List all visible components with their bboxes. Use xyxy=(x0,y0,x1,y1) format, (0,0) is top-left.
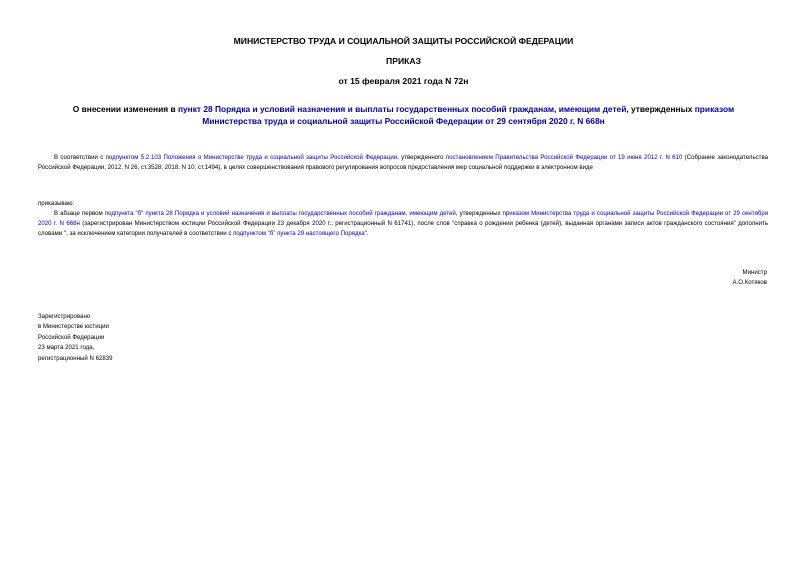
registration-block xyxy=(38,312,113,364)
order-text: (зарегистрирован Министерством юстиции Российской Федерации 23 декабря 2020 г., регистрационный N 61741), после слов "справка о рождении ребенка (детей), выданная органами записи актов гражданского состояния" дополнить словами ", за исключением категории получателей в соответствии с xyxy=(38,220,768,238)
order-text: В абзаце первом xyxy=(54,210,105,217)
title-link-order-668n[interactable]: приказом Министерства труда и социальной защиты Российской Федерации от 29 сентября 2020 г. N 668н xyxy=(202,104,735,126)
link-government-resolution[interactable]: постановлением Правительства Российской Федерации от 19 июня 2012 г. N 610 xyxy=(445,154,683,161)
preamble-text: , утвержденного xyxy=(397,154,446,161)
registration-line: в Министерстве юстиции xyxy=(38,323,109,331)
preamble-text: В соответствии с xyxy=(54,154,106,161)
document-type: ПРИКАЗ xyxy=(386,56,421,66)
document-title xyxy=(48,104,759,127)
title-link-paragraph-28[interactable]: пункт 28 Порядка и условий назначения и выплаты государственных пособий гражданам, имеющим детей xyxy=(177,104,627,114)
signatory-name: А.О.Котяков xyxy=(732,279,767,287)
order-text: , утвержденных xyxy=(455,210,503,217)
registration-line: Зарегистрировано xyxy=(38,313,91,320)
order-paragraph xyxy=(38,209,768,240)
order-word: приказываю: xyxy=(38,200,75,207)
preamble-text: (Собрание законодательства Российской Федерации, 2012, N 26, ст.3528; 2018, N 10, ст.1494), в целях совершенствования правового регулирования вопросов предоставления мер социальной поддержки в электронном виде xyxy=(38,154,769,172)
signature-block xyxy=(733,268,767,289)
link-subparagraph-b-paragraph-28[interactable]: подпункта "б" пункта 28 Порядка и условий назначения и выплаты государственных пособий гражданам, имеющим детей xyxy=(104,210,456,217)
title-text: , утвержденных xyxy=(626,104,695,114)
link-order-668n[interactable]: приказом Министерства труда и социальной защиты Российской Федерации от 29 сентября 2020 г. N 668н xyxy=(38,210,768,228)
registration-number: регистрационный N 62839 xyxy=(38,354,113,362)
link-subparagraph-5-2-103[interactable]: подпунктом 5.2.103 Положения о Министерстве труда и социальной защиты Российской Федерации xyxy=(105,154,398,161)
registration-date: 23 марта 2021 года, xyxy=(38,344,95,352)
signatory-position: Министр xyxy=(742,269,767,276)
title-text: О внесении изменения в xyxy=(72,104,178,114)
document-date-number: от 15 февраля 2021 года N 72н xyxy=(338,76,469,86)
order-text: ". xyxy=(364,230,369,238)
preamble-paragraph xyxy=(38,153,768,173)
registration-line: Российской Федерации xyxy=(38,333,105,341)
ministry-heading: МИНИСТЕРСТВО ТРУДА И СОЦИАЛЬНОЙ ЗАЩИТЫ РОССИЙСКОЙ ФЕДЕРАЦИИ xyxy=(233,36,574,46)
link-subparagraph-b-paragraph-29[interactable]: подпунктом "б" пункта 29 настоящего Порядка xyxy=(233,230,365,238)
